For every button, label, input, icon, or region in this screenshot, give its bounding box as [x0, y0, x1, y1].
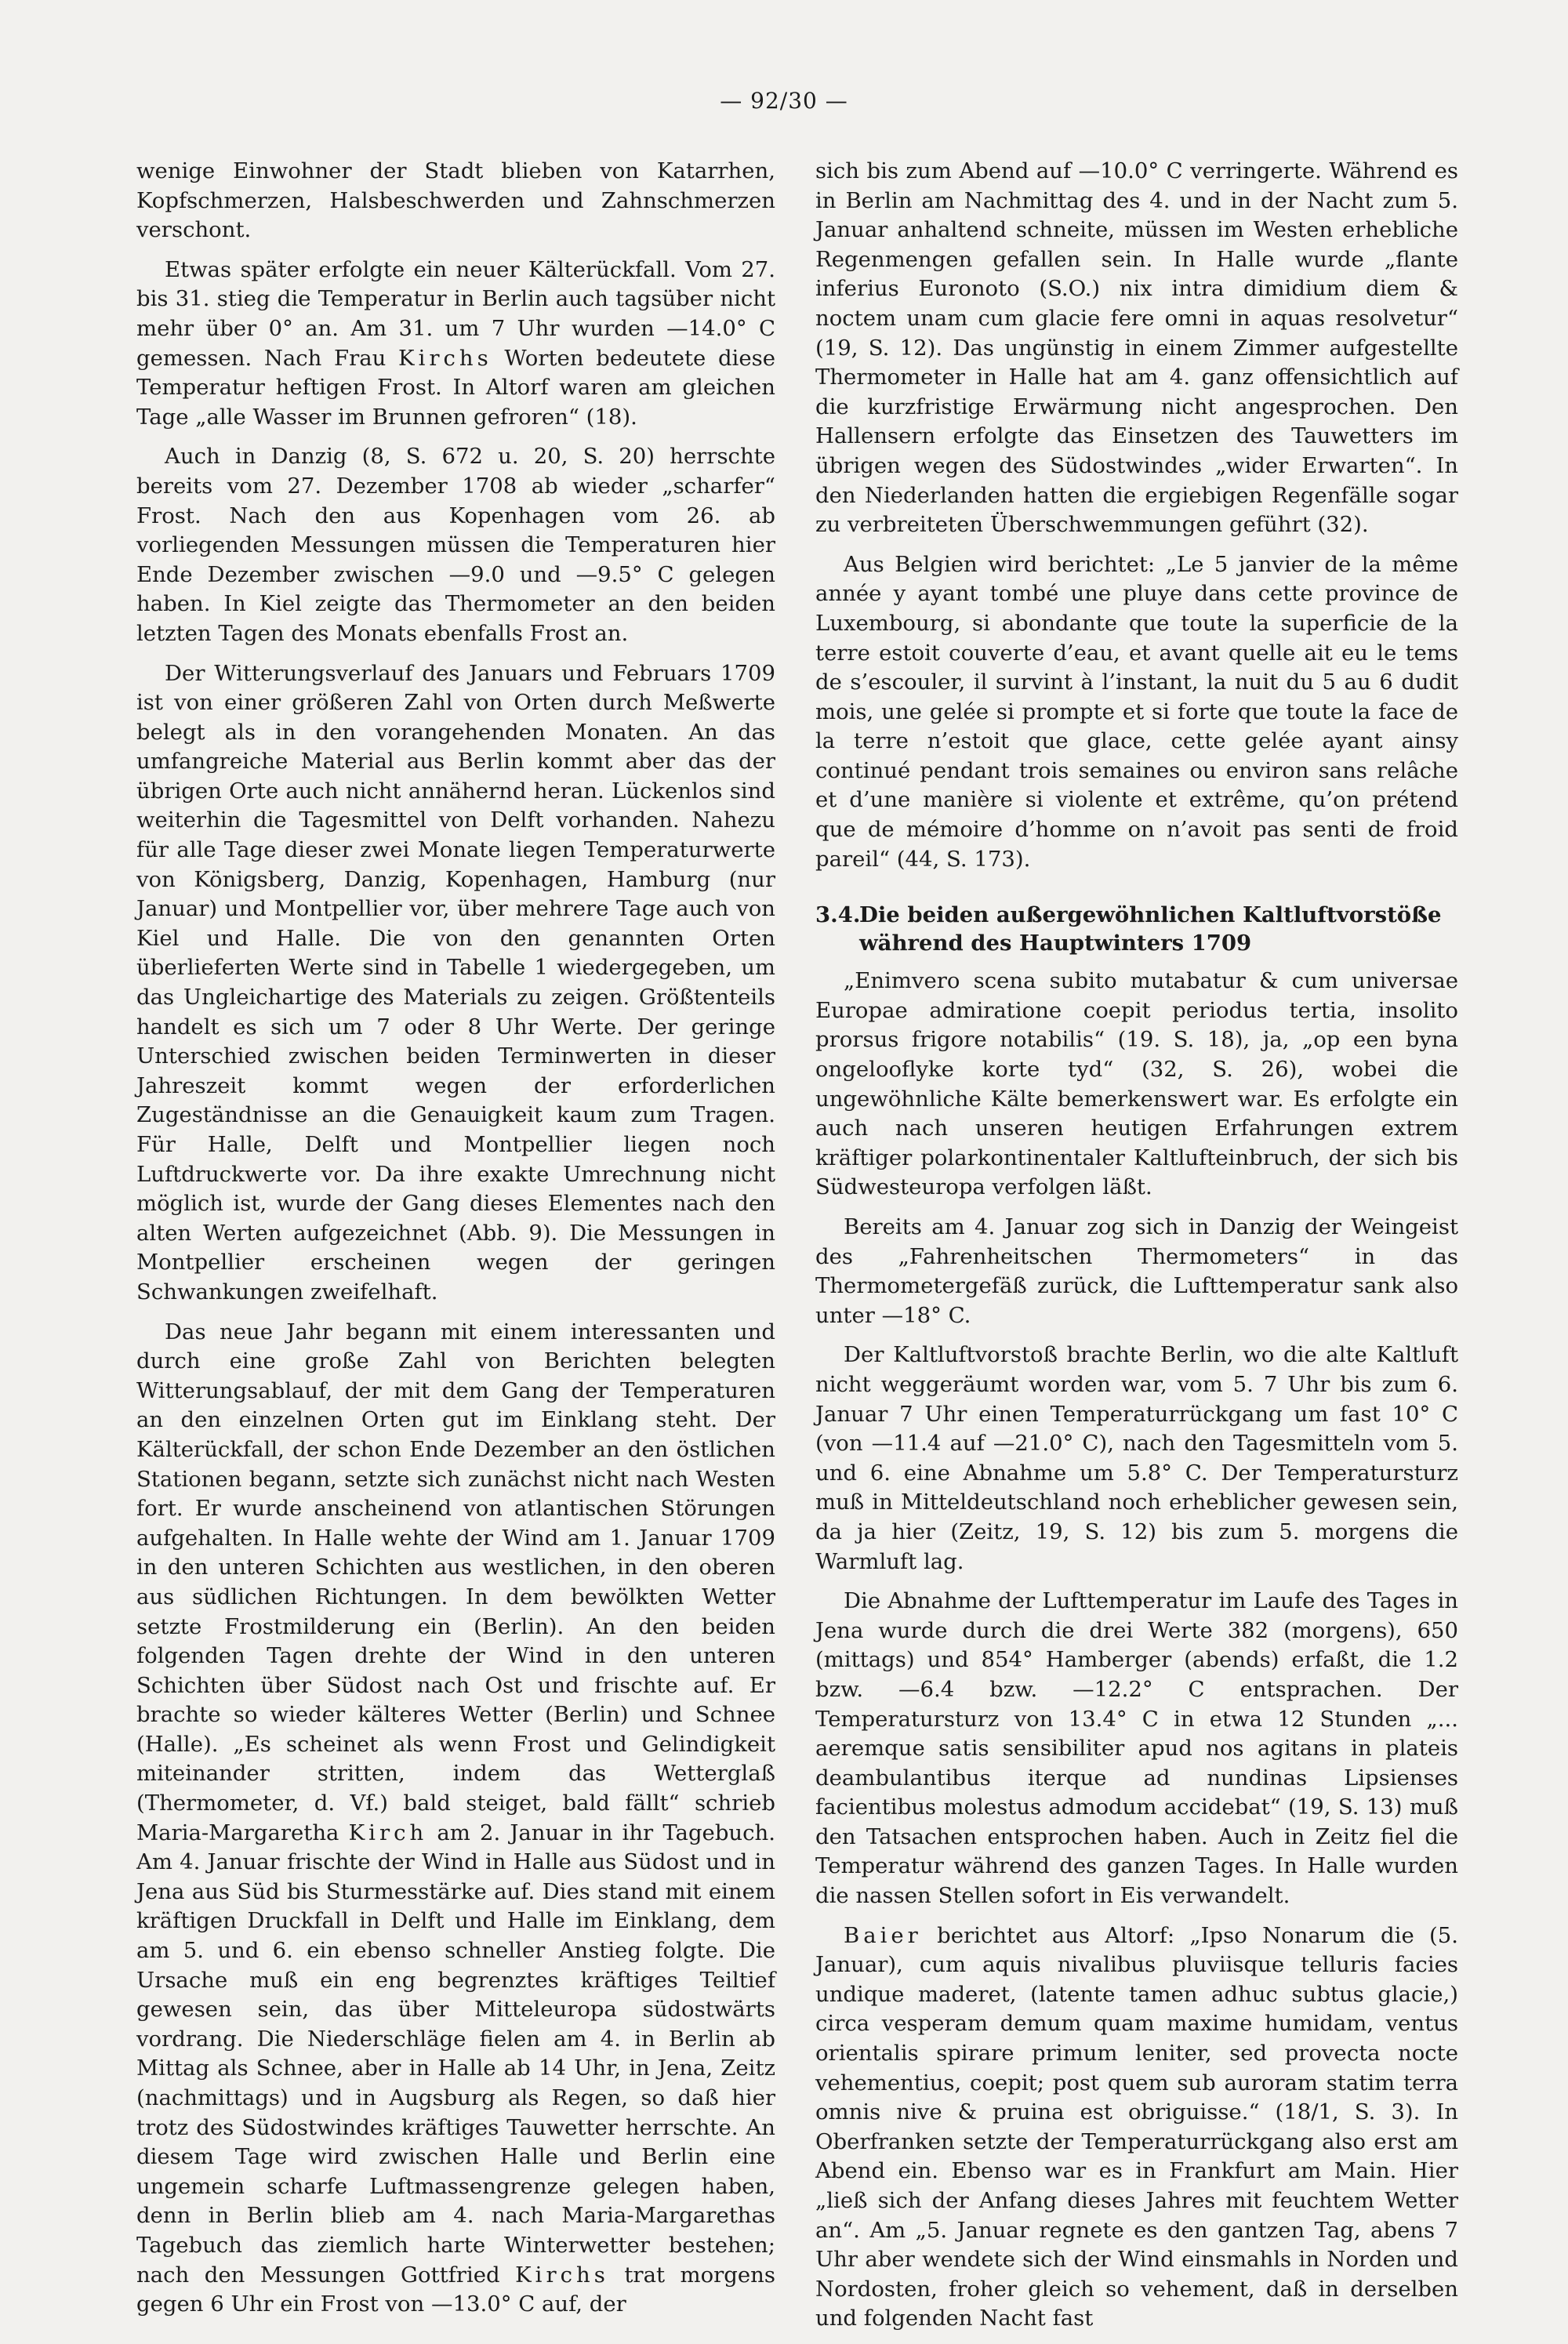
paragraph: Das neue Jahr begann mit einem interessanten und durch eine große Zahl von Berichten belegten Witterungsablauf, der mit dem Gang der Temperaturen an den einzelnen Orten gut im Einklang steht. Der Kälterückfall, der schon Ende Dezember an den östlichen Stationen begann, setzte sich zunächst nicht nach Westen fort. Er wurde anscheinend von atlantischen Störungen aufgehalten. In Halle wehte der Wind am 1. Januar 1709 in den unteren Schichten aus westlichen, in den oberen aus südlichen Richtungen. In dem bewölkten Wetter setzte Frostmilderung ein (Berlin). An den beiden folgenden Tagen drehte der Wind in den unteren Schichten über Südost nach Ost und frischte auf. Er brachte so wieder kälteres Wetter (Berlin) und Schnee (Halle). „Es scheinet als wenn Frost und Gelindigkeit miteinander stritten, indem das Wetterglaß (Thermometer, d. Vf.) bald steiget, bald fällt“ schrieb Maria-Margaretha Kirch am 2. Januar in ihr Tagebuch. Am 4. Januar frischte der Wind in Halle aus Südost und in Jena aus Süd bis Sturmesstärke auf. Dies stand mit einem kräftigen Druckfall in Delft und Halle im Einklang, dem am 5. und 6. ein ebenso schneller Anstieg folgte. Die Ursache muß ein eng begrenztes kräftiges Teiltief gewesen sein, das über Mitteleuropa südostwärts vordrang. Die Niederschläge fielen am 4. in Berlin ab Mittag als Schnee, aber in Halle ab 14 Uhr, in Jena, Zeitz (nachmittags) und in Augsburg als Regen, so daß hier trotz des Südostwindes kräftiges Tauwetter herrschte. An diesem Tage wird zwischen Halle und Berlin eine ungemein scharfe Luftmassengrenze gelegen haben, denn in Berlin blieb am 4. nach Maria-Margarethas Tagebuch das ziemlich harte Winterwetter bestehen; nach den Messungen Gottfried Kirchs trat morgens gegen 6 Uhr ein Frost von —13.0° C auf, der: [136, 1319, 775, 2317]
paragraph: Auch in Danzig (8, S. 672 u. 20, S. 20) herrschte bereits vom 27. Dezember 1708 ab wieder „scharfer“ Frost. Nach den aus Kopenhagen vom 26. ab vorliegenden Messungen müssen die Temperaturen hier Ende Dezember zwischen —9.0 und —9.5° C gelegen haben. In Kiel zeigte das Thermometer an den beiden letzten Tagen des Monats ebenfalls Frost an.: [136, 444, 775, 646]
right-column: [815, 157, 1458, 2344]
section-heading: [815, 901, 1458, 957]
paragraph: Die Abnahme der Lufttemperatur im Laufe des Tages in Jena wurde durch die drei Werte 382 (morgens), 650 (mittags) und 854° Hamberger (abends) erfaßt, die 1.2 bzw. —6.4 bzw. —12.2° C entsprachen. Der Temperatursturz von 13.4° C in etwa 12 Stunden „... aeremque satis sensibiliter apud nos agitans in plateis deambulantibus iterque ad nundinas Lipsienses facientibus molestus admodum accidebat“ (19, S. 13) muß den Tatsachen entsprochen haben. Auch in Zeitz fiel die Temperatur während des ganzen Tages. In Halle wurden die nassen Stellen sofort in Eis verwandelt.: [815, 1588, 1458, 1909]
paragraph: Bereits am 4. Januar zog sich in Danzig der Weingeist des „Fahrenheitschen Thermometers“ in das Thermometergefäß zurück, die Lufttemperatur sank also unter —18° C.: [815, 1214, 1458, 1328]
paragraph: Baier berichtet aus Altorf: „Ipso Nonarum die (5. Januar), cum aquis nivalibus pluviisque telluris facies undique maderet, (latente tamen adhuc subtus glacie,) circa vesperam demum quam maxime humidam, ventus orientalis spirare primum leniter, sed provecta nocte vehementius, coepit; post quem sub auroram statim terra omnis nive & pruina est obriguisse.“ (18/1, S. 3). In Oberfranken setzte der Temperaturrückgang also erst am Abend ein. Ebenso war es in Frankfurt am Main. Hier „ließ sich der Anfang dieses Jahres mit feuchtem Wetter an“. Am „5. Januar regnete es den gantzen Tag, abens 7 Uhr aber wendete sich der Wind einsmahls in Norden und Nordosten, froher gleich so vehement, daß in derselben und folgenden Nacht fast: [815, 1922, 1458, 2331]
paragraph: Der Witterungsverlauf des Januars und Februars 1709 ist von einer größeren Zahl von Orten durch Meßwerte belegt als in den vorangehenden Monaten. An das umfangreiche Material aus Berlin kommt aber das der übrigen Orte auch nicht annähernd heran. Lückenlos sind weiterhin die Tagesmittel von Delft vorhanden. Nahezu für alle Tage dieser zwei Monate liegen Temperaturwerte von Königsberg, Danzig, Kopenhagen, Hamburg (nur Januar) und Montpellier vor, über mehrere Tage auch von Kiel und Halle. Die von den genannten Orten überlieferten Werte sind in Tabelle 1 wiedergegeben, um das Ungleichartige des Materials zu zeigen. Größtenteils handelt es sich um 7 oder 8 Uhr Werte. Der geringe Unterschied zwischen beiden Terminwerten in dieser Jahreszeit kommt wegen der erforderlichen Zugeständnisse an die Genauigkeit kaum zum Tragen. Für Halle, Delft und Montpellier liegen noch Luftdruckwerte vor. Da ihre exakte Umrechnung nicht möglich ist, wurde der Gang dieses Elementes nach den alten Werten aufgezeichnet (Abb. 9). Die Messungen in Montpellier erscheinen wegen der geringen Schwankungen zweifelhaft.: [136, 660, 775, 1304]
person-name: Kirchs: [515, 2262, 609, 2288]
person-name: Kirchs: [398, 345, 492, 371]
person-name: Kirch: [348, 1820, 428, 1845]
section-title: Die beiden außergewöhnlichen Kaltluftvorstöße während des Hauptwinters 1709: [859, 902, 1442, 956]
paragraph: sich bis zum Abend auf —10.0° C verringerte. Während es in Berlin am Nachmittag des 4. und in der Nacht zum 5. Januar anhaltend schneite, müssen im Westen erhebliche Regenmengen gefallen sein. In Halle wurde „flante inferius Euronoto (S.O.) nix intra dimidium diem & noctem unam cum glacie fere omni in aquas resolvetur“ (19, S. 12). Das ungünstig in einem Zimmer aufgestellte Thermometer in Halle hat am 4. ganz offensichtlich auf die kurzfristige Erwärmung nicht angesprochen. Den Hallensern erfolgte das Einsetzen des Tauwetters im übrigen wegen des Südostwindes „wider Erwarten“. In den Niederlanden hatten die ergiebigen Regenfälle sogar zu verbreiteten Überschwemmungen geführt (32).: [815, 158, 1458, 538]
paragraph: wenige Einwohner der Stadt blieben von Katarrhen, Kopfschmerzen, Halsbeschwerden und Zahnschmerzen verschont.: [136, 158, 775, 243]
paragraph: „Enimvero scena subito mutabatur & cum universae Europae admiratione coepit periodus tertia, insolito prorsus frigore notabilis“ (19. S. 18), ja, „op een byna ongelooflyke korte tyd“ (32, S. 26), wobei die ungewöhnliche Kälte bemerkenswert war. Es erfolgte ein auch nach unseren heutigen Erfahrungen extrem kräftiger polarkontinentaler Kaltlufteinbruch, der sich bis Südwesteuropa verfolgen läßt.: [815, 968, 1458, 1200]
person-name: Baier: [844, 1922, 922, 1948]
section-number: 3.4.: [815, 902, 861, 928]
paragraph: Etwas später erfolgte ein neuer Kälterückfall. Vom 27. bis 31. stieg die Temperatur in Berlin auch tagsüber nicht mehr über 0° an. Am 31. um 7 Uhr wurden —14.0° C gemessen. Nach Frau Kirchs Worten bedeutete diese Temperatur heftigen Frost. In Altorf waren am gleichen Tage „alle Wasser im Brunnen gefroren“ (18).: [136, 256, 776, 430]
left-column: [136, 157, 775, 2330]
paragraph: Der Kaltluftvorstoß brachte Berlin, wo die alte Kaltluft nicht weggeräumt worden war, vom 5. 7 Uhr bis zum 6. Januar 7 Uhr einen Temperaturrückgang um fast 10° C (von —11.4 auf —21.0° C), nach den Tagesmitteln vom 5. und 6. eine Abnahme um 5.8° C. Der Temperatursturz muß in Mitteldeutschland noch erheblicher gewesen sein, da ja hier (Zeitz, 19, S. 12) bis zum 5. morgens die Warmluft lag.: [815, 1342, 1458, 1574]
page-number: — 92/30 —: [720, 88, 848, 114]
paragraph: Aus Belgien wird berichtet: „Le 5 janvier de la même année y ayant tombé une pluye dans cette province de Luxembourg, si abondante que toute la superficie de la terre estoit couverte d’eau, et avant quelle ait eu le tems de s’escouler, il survint à l’instant, la nuit du 5 au 6 dudit mois, une gelée si prompte et si forte que toute la face de la terre n’estoit que glace, cette gelée ayant ainsy continué pendant trois semaines ou environ sans relâche et d’une manière si violente et extrême, qu’on prétend que de mémoire d’homme on n’avoit pas senti de froid pareil“ (44, S. 173).: [815, 551, 1458, 872]
